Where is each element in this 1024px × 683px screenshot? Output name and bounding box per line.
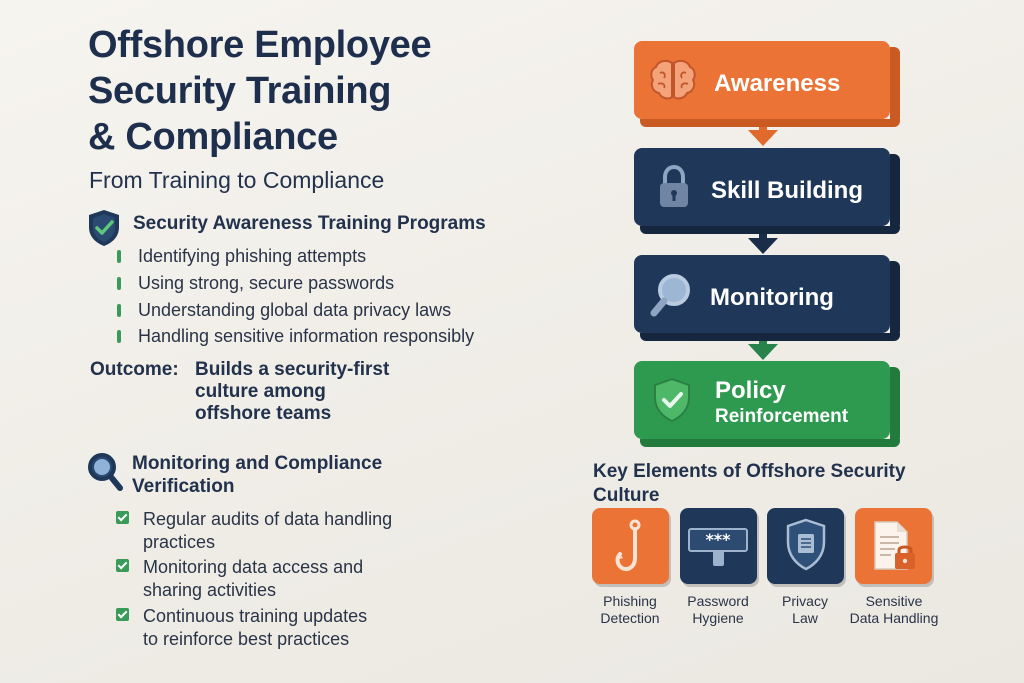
subtitle: From Training to Compliance — [89, 167, 385, 193]
tile-sensitive-data-handling — [855, 508, 932, 584]
list-item: Using strong, secure passwords — [117, 273, 394, 294]
step-label: Awareness — [714, 70, 841, 97]
step-label: Policy — [715, 377, 786, 404]
flow-arrow-head — [748, 344, 778, 360]
training-list — [117, 246, 517, 350]
step-monitoring — [634, 255, 890, 333]
key-tab — [713, 552, 724, 566]
tile-label: Phishing Detection — [600, 593, 660, 626]
shield-document-icon — [785, 518, 827, 572]
tile-label: Sensitive Data Handling — [849, 593, 939, 626]
monitoring-heading: Monitoring and Compliance Verification — [132, 453, 383, 497]
page-title — [88, 22, 518, 160]
password-field-icon: *** — [688, 528, 748, 552]
shield-check-icon — [652, 377, 692, 423]
padlock-icon — [656, 164, 692, 210]
step-label: Skill Building — [711, 177, 864, 204]
step-label: Reinforcement — [715, 406, 849, 427]
list-item: Monitoring data access and sharing activities — [116, 556, 363, 602]
checkbox-icon — [116, 559, 129, 572]
locked-document-icon — [869, 519, 919, 575]
brain-icon — [648, 57, 698, 103]
tile-privacy-law — [767, 508, 844, 584]
outcome-label: Outcome: — [90, 359, 179, 380]
step-label: Monitoring — [710, 284, 834, 311]
tile-label: Password Hygiene — [687, 593, 749, 626]
magnifier-icon — [650, 270, 696, 318]
monitoring-list — [116, 508, 436, 648]
training-heading: Security Awareness Training Programs — [133, 213, 486, 234]
shield-check-icon — [86, 208, 122, 248]
key-elements-title: Key Elements of Offshore Security Culture — [593, 461, 906, 506]
title-line: Security Training — [88, 70, 392, 112]
list-item: Handling sensitive information responsibly — [117, 326, 474, 347]
title-line: Offshore Employee — [88, 24, 432, 66]
tile-phishing-detection — [592, 508, 669, 584]
outcome-text: Builds a security-first culture among offshore teams — [195, 359, 390, 424]
step-policy-reinforcement — [634, 361, 890, 439]
step-skill-building — [634, 148, 890, 226]
flow-arrow-head — [748, 238, 778, 254]
magnifier-icon — [86, 450, 124, 492]
list-item: Regular audits of data handling practices — [116, 508, 392, 554]
title-line: & Compliance — [88, 116, 338, 158]
flow-arrow-head — [748, 130, 778, 146]
checkbox-icon — [116, 511, 129, 524]
list-item: Understanding global data privacy laws — [117, 300, 451, 321]
list-item: Continuous training updates to reinforce best practices — [116, 605, 367, 651]
tile-password-hygiene — [680, 508, 757, 584]
step-awareness — [634, 41, 890, 119]
tile-label: Privacy Law — [782, 593, 828, 626]
list-item: Identifying phishing attempts — [117, 246, 366, 267]
fishhook-icon — [611, 518, 651, 576]
checkbox-icon — [116, 608, 129, 621]
